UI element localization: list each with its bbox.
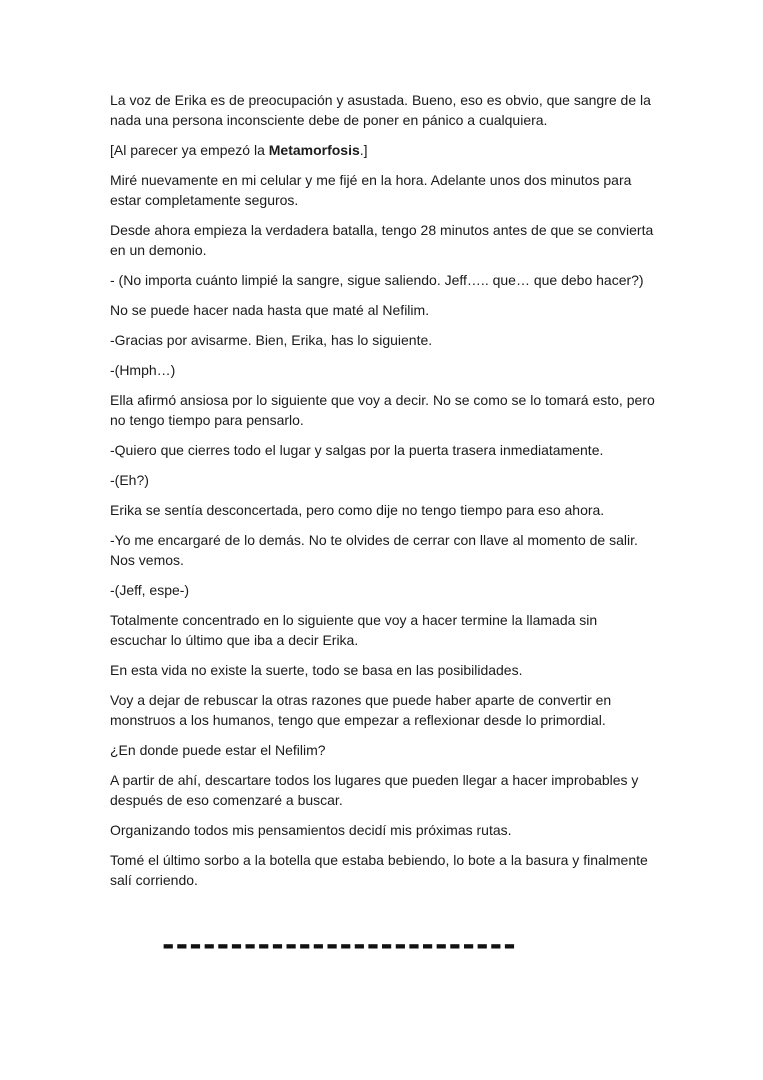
paragraph-5: No se puede hacer nada hasta que maté al Nefilim. [110, 302, 430, 318]
paragraph-12: -Yo me encargaré de lo demás. No te olvides de cerrar con llave al momento de salir. Nos vemos. [110, 532, 638, 568]
paragraph-10: -(Eh?) [110, 472, 149, 488]
paragraph-18: A partir de ahí, descartare todos los lugares que pueden llegar a hacer improbables y después de eso comenzaré a buscar. [110, 772, 639, 808]
paragraph-13: -(Jeff, espe-) [110, 582, 190, 598]
system-message-prefix: [Al parecer ya empezó la [110, 142, 269, 158]
paragraph-2: Miré nuevamente en mi celular y me fijé en la hora. Adelante unos dos minutos para estar completamente seguros. [110, 172, 632, 208]
paragraph-17: ¿En donde puede estar el Nefilim? [110, 742, 326, 758]
system-message-suffix: .] [359, 142, 368, 158]
paragraph-7: -(Hmph…) [110, 362, 176, 378]
paragraph-16: Voy a dejar de rebuscar la otras razones que puede haber aparte de convertir en monstruos a los humanos, tengo que empezar a reflexionar desde lo primordial. [110, 692, 612, 728]
paragraph-20: Tomé el último sorbo a la botella que estaba bebiendo, lo bote a la basura y finalmente salí corriendo. [110, 852, 648, 888]
paragraph-1: La voz de Erika es de preocupación y asustada. Bueno, eso es obvio, que sangre de la nada una persona inconsciente debe de poner en pánico a cualquiera. [110, 92, 651, 128]
system-message-keyword: Metamorfosis [268, 142, 360, 158]
paragraph-3: Desde ahora empieza la verdadera batalla, tengo 28 minutos antes de que se convierta en un demonio. [110, 222, 654, 258]
system-message [110, 140, 655, 160]
paragraph-6: -Gracias por avisarme. Bien, Erika, has lo siguiente. [110, 332, 433, 348]
paragraph-11: Erika se sentía desconcertada, pero como dije no tengo tiempo para eso ahora. [110, 502, 605, 518]
paragraph-9: -Quiero que cierres todo el lugar y salgas por la puerta trasera inmediatamente. [110, 442, 604, 458]
paragraph-15: En esta vida no existe la suerte, todo se basa en las posibilidades. [110, 662, 523, 678]
paragraph-19: Organizando todos mis pensamientos decidí mis próximas rutas. [110, 822, 512, 838]
paragraph-14: Totalmente concentrado en lo siguiente que voy a hacer termine la llamada sin escuchar lo último que iba a decir Erika. [110, 612, 598, 648]
paragraph-8: Ella afirmó ansiosa por lo siguiente que voy a decir. No se como se lo tomará esto, pero no tengo tiempo para pensarlo. [110, 392, 655, 428]
scene-separator: -------------------------- [162, 928, 517, 963]
story-text [110, 90, 655, 900]
paragraph-4: - (No importa cuánto limpié la sangre, sigue saliendo. Jeff….. que… que debo hacer?) [110, 272, 644, 288]
